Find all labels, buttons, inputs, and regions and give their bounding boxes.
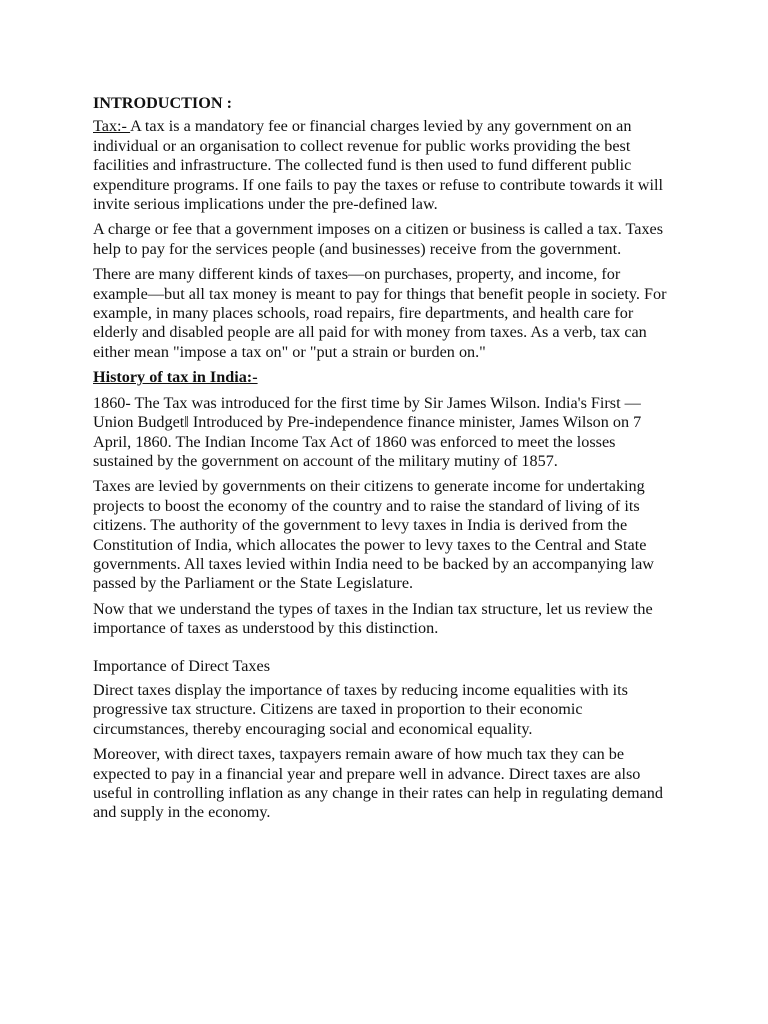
tax-definition-text: A tax is a mandatory fee or financial charges levied by any government on an individual or an organisation to collect revenue for public works providing the best facilities and infrastructure. The collected fund is then used to fund different public expenditure programs. If one fails to pay the taxes or refuse to contribute towards it will invite serious implications under the pre-defined law. [93,117,663,214]
kinds-paragraph: There are many different kinds of taxes—on purchases, property, and income, for example—but all tax money is meant to pay for things that benefit people in society. For example, in many places schools, road repairs, fire departments, and health care for elderly and disabled people are all paid for with money from taxes. As a verb, tax can either mean "impose a tax on" or "put a strain or burden on." [93,265,667,361]
levied-paragraph: Taxes are levied by governments on their citizens to generate income for undertaking projects to boost the economy of the country and to raise the standard of living of its citizens. The authority of the government to levy taxes in India is derived from the Constitution of India, which allocates the power to levy taxes to the Central and State governments. All taxes levied within India need to be backed by an accompanying law passed by the Parliament or the State Legislature. [93,477,654,593]
tax-label: Tax:- [93,117,131,136]
history-1860-paragraph: 1860- The Tax was introduced for the first time by Sir James Wilson. India's First —Union Budget‖ Introduced by Pre-independence finance minister, James Wilson on 7 April, 1860. The Indian Income Tax Act of 1860 was enforced to meet the losses sustained by the government on account of the military mutiny of 1857. [93,393,642,470]
importance-heading: Importance of Direct Taxes [93,656,271,675]
direct-taxes-paragraph: Direct taxes display the importance of taxes by reducing income equalities with its progressive tax structure. Citizens are taxed in proportion to their economic circumstances, thereby encouraging social and economical equality. [93,680,628,738]
intro-heading: INTRODUCTION : [93,94,232,112]
now-paragraph: Now that we understand the types of taxes in the Indian tax structure, let us review the importance of taxes as understood by this distinction. [93,599,653,638]
tax-definition-paragraph [93,117,676,214]
moreover-paragraph: Moreover, with direct taxes, taxpayers remain aware of how much tax they can be expected to pay in a financial year and prepare well in advance. Direct taxes are also useful in controlling inflation as any change in their rates can help in regulating demand and supply in the economy. [93,745,663,822]
history-heading: History of tax in India:- [93,368,258,387]
charge-paragraph: A charge or fee that a government imposes on a citizen or business is called a tax. Taxes help to pay for the services people (and businesses) receive from the government. [93,220,664,258]
